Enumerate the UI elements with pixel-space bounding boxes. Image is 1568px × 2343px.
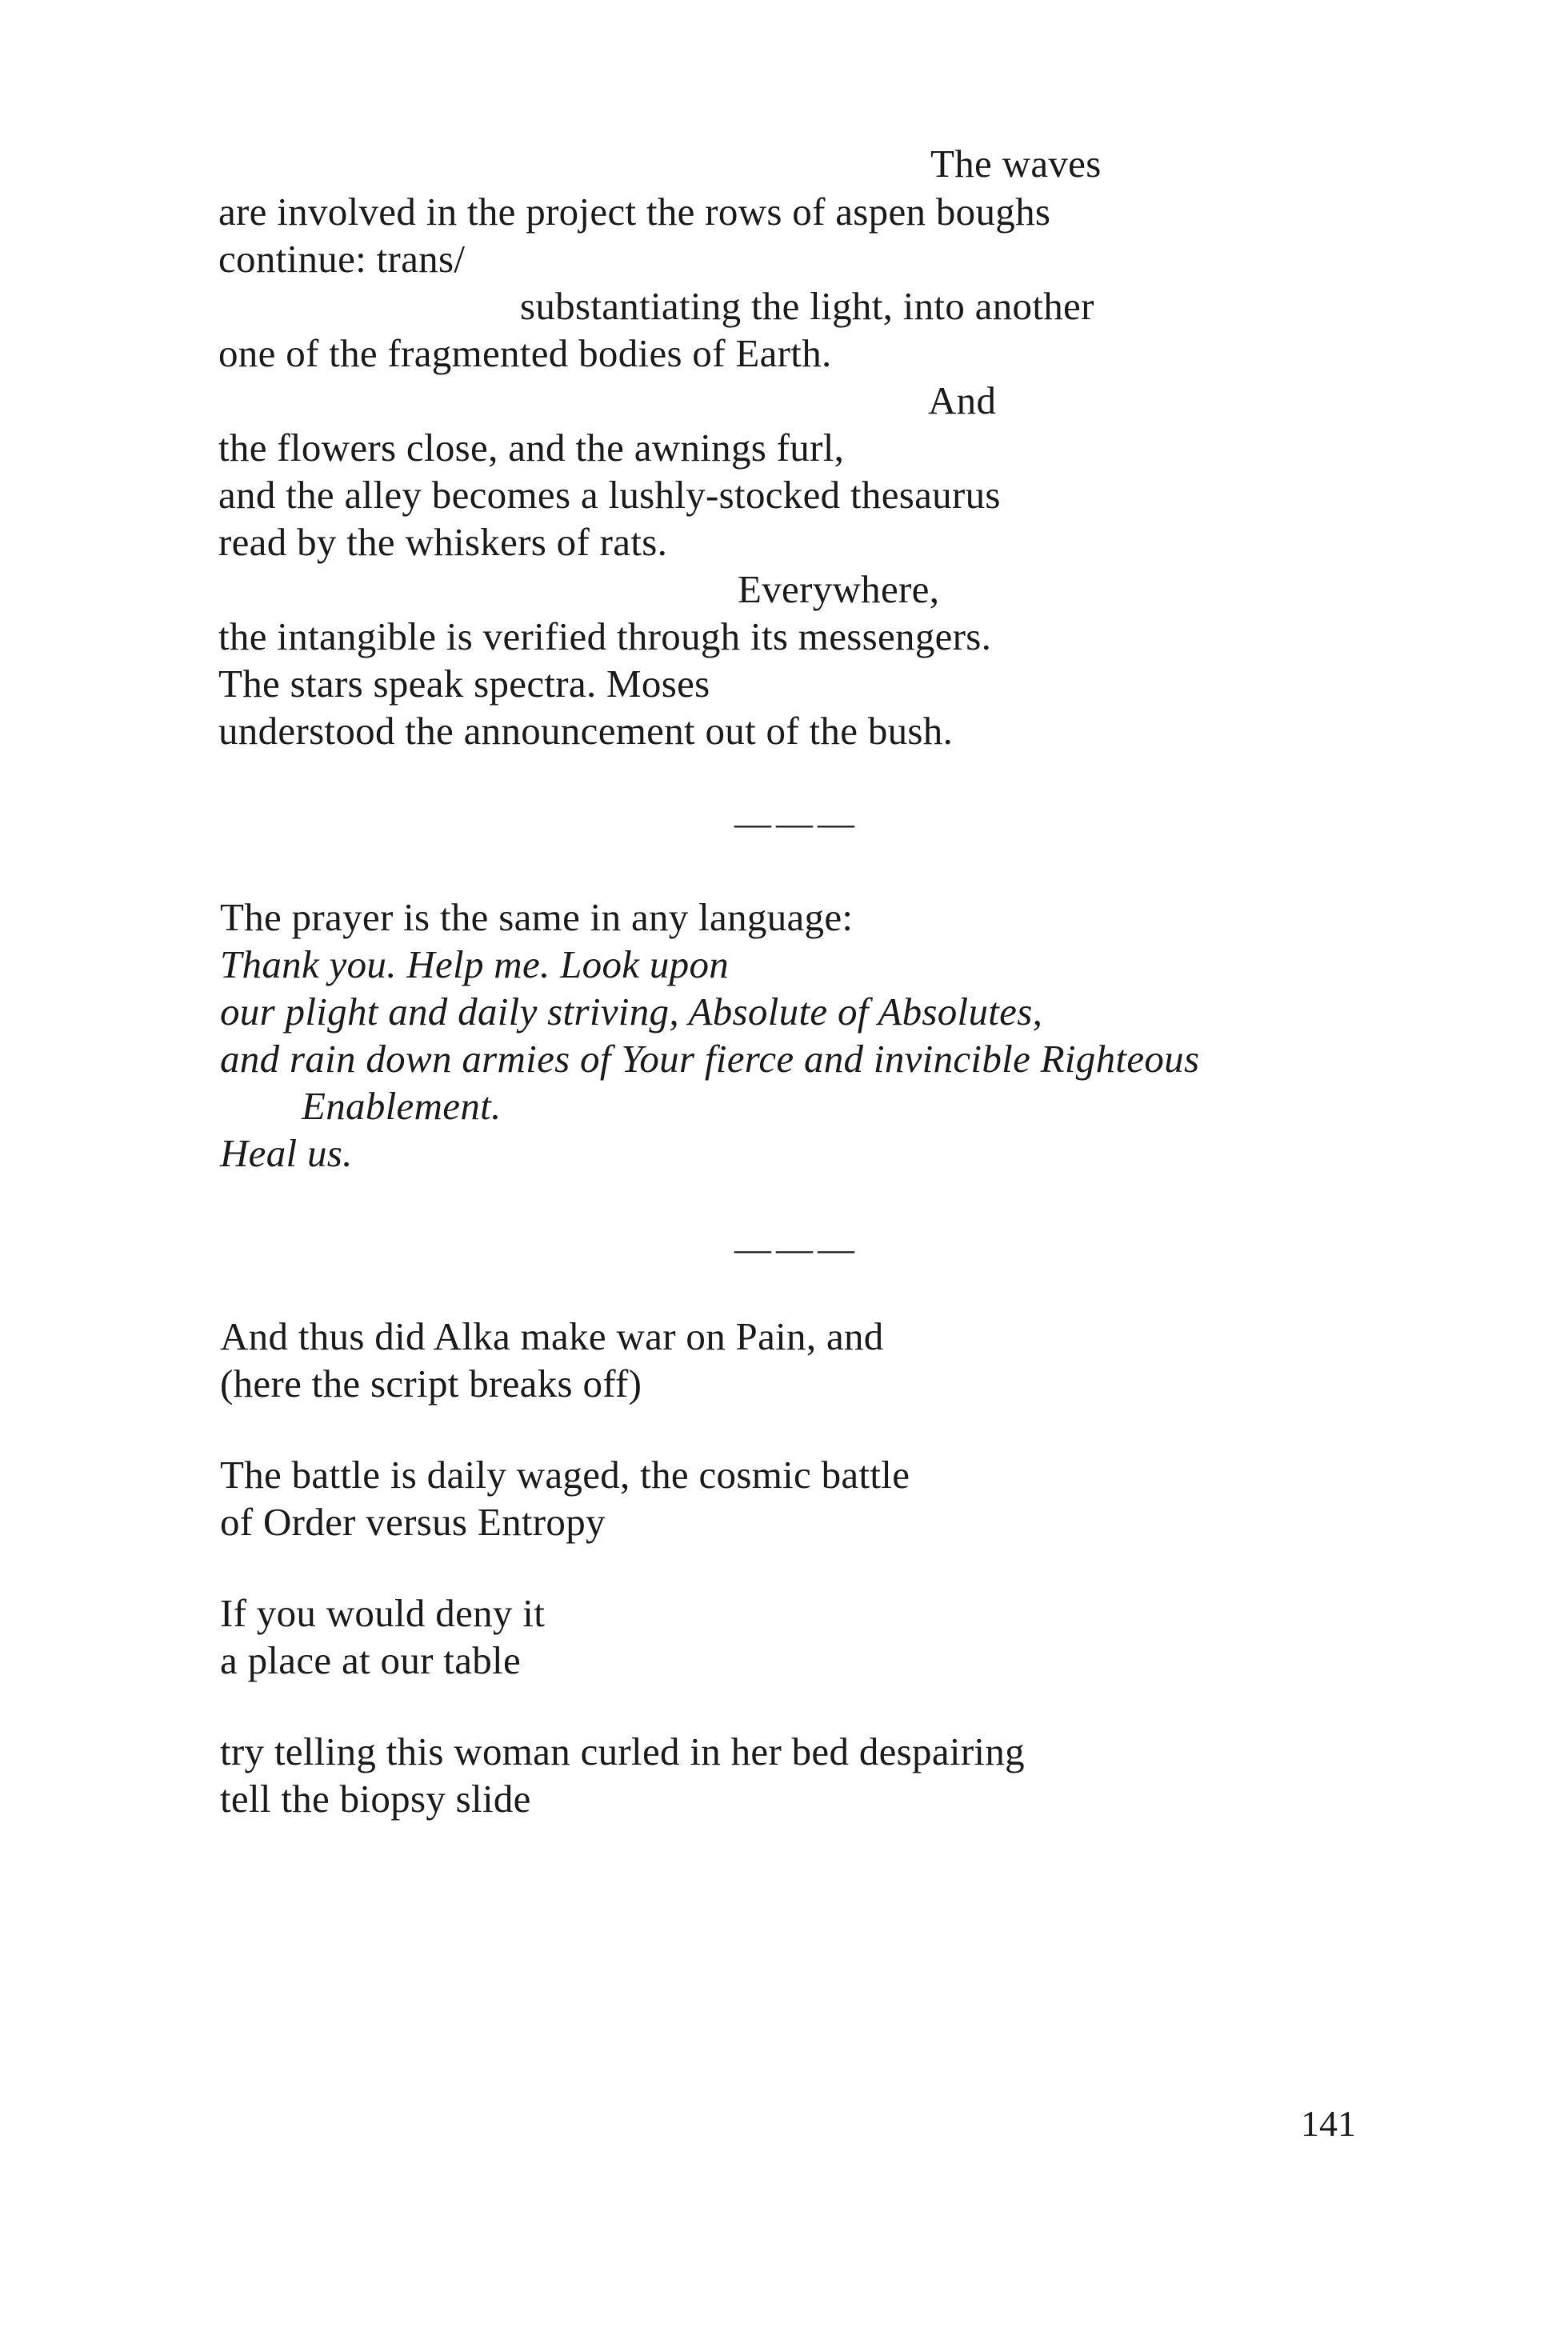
poem-line: The prayer is the same in any language:	[220, 895, 854, 939]
poem-line: substantiating the light, into another	[520, 284, 1094, 328]
poem-line: (here the script breaks off)	[220, 1361, 642, 1405]
section-divider: ———	[734, 802, 859, 843]
poem-line: and the alley becomes a lushly-stocked thesaurus	[218, 473, 1001, 517]
poem-line-italic: our plight and daily striving, Absolute of Absolutes,	[220, 990, 1043, 1034]
poem-line: The battle is daily waged, the cosmic battle	[220, 1453, 910, 1497]
poem-line: The waves	[930, 142, 1102, 186]
poem-line: one of the fragmented bodies of Earth.	[218, 331, 832, 375]
poem-line: continue: trans/	[218, 237, 466, 281]
section-divider: ———	[734, 1228, 859, 1269]
poem-line: the intangible is verified through its messengers.	[218, 614, 992, 658]
poem-line: the flowers close, and the awnings furl,	[218, 426, 845, 470]
page-number: 141	[1301, 2103, 1356, 2144]
poem-line: And thus did Alka make war on Pain, and	[220, 1314, 884, 1358]
poem-line: tell the biopsy slide	[220, 1777, 531, 1821]
poem-line: If you would deny it	[220, 1591, 546, 1635]
poem-line: Everywhere,	[738, 567, 940, 611]
poem-line: are involved in the project the rows of aspen boughs	[218, 190, 1051, 234]
poem-line-italic: Heal us.	[220, 1131, 353, 1175]
poem-line: try telling this woman curled in her bed despairing	[220, 1729, 1025, 1773]
poem-line: And	[928, 378, 997, 422]
poem-line: understood the announcement out of the bush.	[218, 709, 954, 753]
poem-line: read by the whiskers of rats.	[218, 520, 668, 564]
poem-line-italic: Thank you. Help me. Look upon	[220, 942, 730, 986]
poem-line: The stars speak spectra. Moses	[218, 662, 710, 706]
poem-line: of Order versus Entropy	[220, 1500, 606, 1544]
poem-line: a place at our table	[220, 1638, 522, 1682]
poem-line-italic: Enablement.	[302, 1084, 502, 1128]
poem-line-italic: and rain down armies of Your fierce and invincible Righteous	[220, 1037, 1200, 1081]
